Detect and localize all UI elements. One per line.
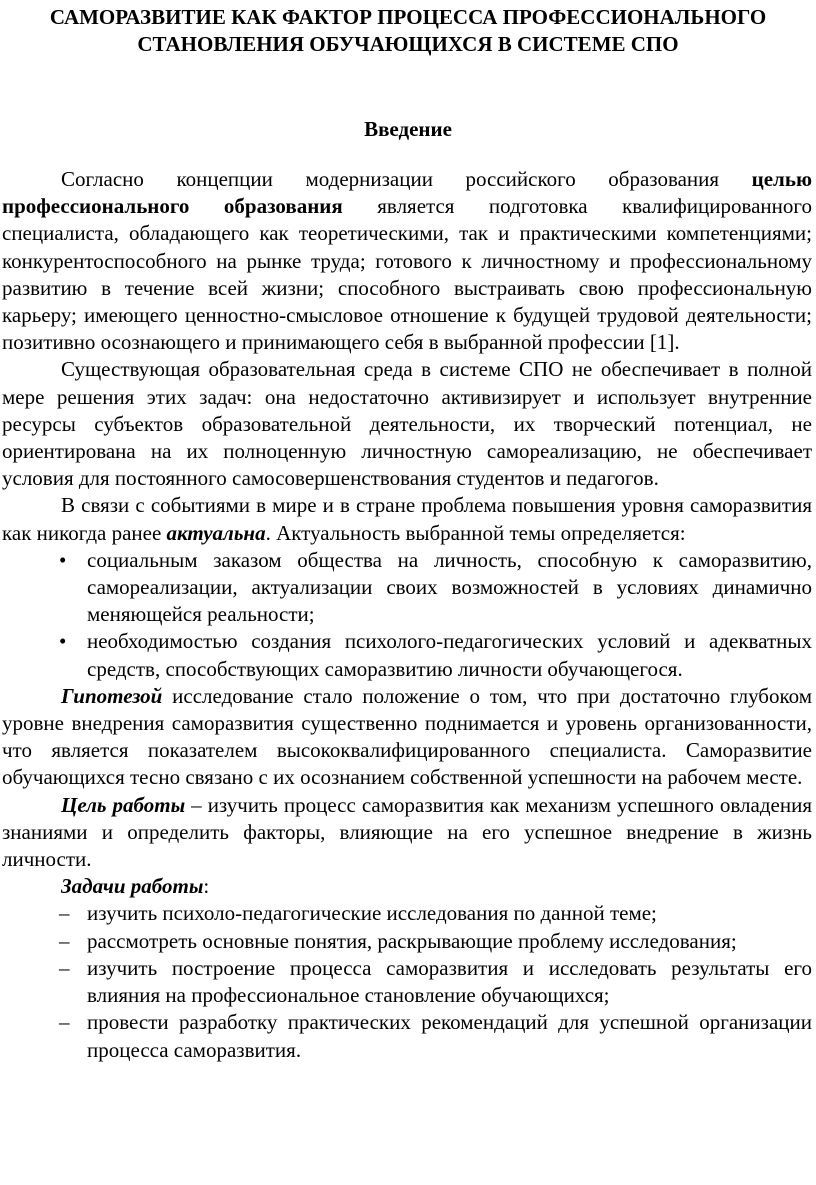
bullet-icon: • (59, 629, 67, 654)
list-item: – изучить построение процесса саморазвития и исследовать результаты его влияния на профессиональное становление обучающихся; (59, 955, 812, 1008)
paragraph-3: В связи с событиями в мире и в стране проблема повышения уровня саморазвития как никогда ранее актуальна. Актуальность выбранной темы определяется: (2, 493, 812, 545)
list-item: • социальным заказом общества на личность, способную к саморазвитию, самореализации, актуализации своих возможностей в условиях динамично меняющейся реальности; (59, 547, 812, 627)
title-line-1: САМОРАЗВИТИЕ КАК ФАКТОР ПРОЦЕССА ПРОФЕССИОНАЛЬНОГО (49, 5, 767, 29)
dash-icon: – (59, 928, 70, 953)
paragraph-1: Согласно концепции модернизации российского образования целью профессионального образования является подготовка квалифицированного специалиста, обладающего как теоретическими, так и практическими компетенциями; конкурентоспособного на рынке труда; готового к личностному и профессиональному развитию в течение всей жизни; способного выстраивать свою профессиональную карьеру; имеющего ценностно-смысловое отношение к будущей трудовой деятельности; позитивно осознающего и принимающего себя в выбранной профессии [1]. (2, 167, 812, 355)
title-line-2: СТАНОВЛЕНИЯ ОБУЧАЮЩИХСЯ В СИСТЕМЕ СПО (137, 32, 679, 56)
document-title (0, 4, 816, 58)
paragraph-tasks: Задачи работы: (61, 874, 210, 899)
list-item: – рассмотреть основные понятия, раскрывающие проблему исследования; (2, 928, 812, 955)
paragraph-2: Существующая образовательная среда в системе СПО не обеспечивает в полной мере решения этих задач: она недостаточно активизирует и использует внутренние ресурсы субъектов образовательной деятельности, их творческий потенциал, не ориентирована на их полноценную личностную самореализацию, не обеспечивает условия для постоянного самосовершенствования студентов и педагогов. (2, 357, 812, 491)
goal-label: Цель работы (61, 792, 186, 817)
paragraph-goal: Цель работы – изучить процесс саморазвития как механизм успешного овладения знаниями и определить факторы, влияющие на его успешное внедрение в жизнь личности. (2, 792, 812, 872)
section-heading: Введение (364, 117, 452, 141)
list-item: – изучить психоло-педагогические исследования по данной теме; (2, 900, 812, 927)
list-item: • необходимостью создания психолого-педагогических условий и адекватных средств, способствующих саморазвитию личности обучающегося. (59, 629, 812, 681)
document-body (2, 166, 812, 1064)
dash-icon: – (59, 1010, 70, 1035)
paragraph-hypothesis: Гипотезой исследование стало положение о том, что при достаточно глубоком уровне внедрения саморазвития существенно поднимается и уровень организованности, что является показателем высококвалифицированного специалиста. Саморазвитие обучающихся тесно связано с их осознанием собственной успешности на рабочем месте. (2, 683, 812, 790)
tasks-list (2, 900, 812, 1063)
hypothesis-label: Гипотезой (61, 683, 163, 708)
relevance-list (2, 547, 812, 683)
dash-icon: – (59, 955, 70, 980)
tasks-label: Задачи работы (61, 874, 204, 899)
bold-phrase: целью профессионального образования (2, 167, 812, 219)
emphasis-word: актуальна (166, 520, 266, 545)
dash-icon: – (59, 901, 70, 926)
bullet-icon: • (59, 547, 67, 572)
list-item: – провести разработку практических рекомендаций для успешной организации процесса саморазвития. (59, 1010, 812, 1062)
